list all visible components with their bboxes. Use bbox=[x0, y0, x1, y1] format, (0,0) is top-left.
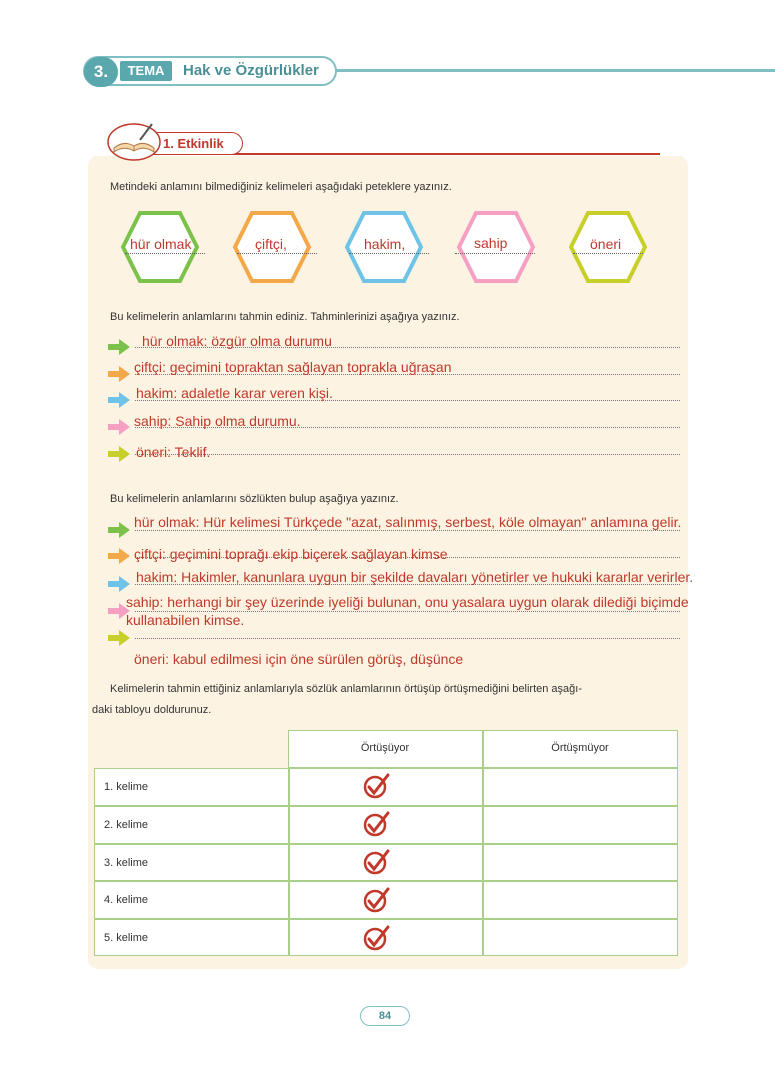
arrow-icon-blue bbox=[108, 576, 130, 592]
hex-dotline-5 bbox=[573, 253, 643, 254]
instruction-2: Bu kelimelerin anlamlarını tahmin ediniz. Tahminlerinizi aşağıya yazınız. bbox=[110, 311, 460, 323]
column-header-no-overlap: Örtüşmüyor bbox=[551, 742, 609, 754]
guess-text-2: çiftçi: geçimini topraktan sağlayan toprakla uğraşan bbox=[134, 359, 452, 375]
table-row-divider bbox=[94, 918, 678, 920]
definition-text-2: çiftçi: geçimini toprağı ekip biçerek sağlayan kimse bbox=[134, 546, 448, 562]
definition-text-4-continued: kullanabilen kimse. bbox=[126, 612, 245, 628]
check-mark-icon bbox=[362, 810, 390, 838]
check-mark-icon bbox=[362, 886, 390, 914]
arrow-icon-pink bbox=[108, 419, 130, 435]
instruction-4-continued: daki tabloyu doldurunuz. bbox=[92, 704, 212, 716]
arrow-icon-yellow bbox=[108, 446, 130, 462]
instruction-4: Kelimelerin tahmin ettiğiniz anlamlarıyla sözlük anlamlarının örtüşüp örtüşmediğini belirten aşağı- bbox=[110, 683, 583, 695]
guess-text-3: hakim: adaletle karar veren kişi. bbox=[136, 385, 333, 401]
column-header-overlap: Örtüşüyor bbox=[360, 742, 410, 754]
arrow-icon-orange bbox=[108, 548, 130, 564]
check-mark-icon bbox=[362, 848, 390, 876]
unit-title: Hak ve Özgürlükler bbox=[183, 62, 319, 79]
hex-word-3: hakim, bbox=[364, 236, 406, 252]
header-rule bbox=[330, 69, 775, 72]
guess-text-4: sahip: Sahip olma durumu. bbox=[134, 413, 301, 429]
page-number: 84 bbox=[378, 1010, 392, 1022]
activity-title: 1. Etkinlik bbox=[163, 136, 224, 151]
hex-dotline-2 bbox=[237, 253, 317, 254]
unit-number: 3. bbox=[84, 57, 118, 87]
hex-word-4: sahip bbox=[474, 235, 508, 251]
table-row-label: 1. kelime bbox=[104, 781, 149, 793]
hex-word-5: öneri bbox=[590, 236, 622, 252]
arrow-icon-yellow bbox=[108, 630, 130, 646]
hex-dotline-1 bbox=[125, 253, 205, 254]
guess-text-1: hür olmak: özgür olma durumu bbox=[142, 333, 332, 349]
table-row-label: 3. kelime bbox=[104, 857, 149, 869]
table-row-label: 5. kelime bbox=[104, 932, 149, 944]
definition-text-3: hakim: Hakimler, kanunlara uygun bir şekilde davaları yönetirler ve hukuki kararlar verirler. bbox=[136, 569, 694, 585]
guess-text-5: öneri: Teklif. bbox=[136, 444, 211, 460]
check-mark-icon bbox=[362, 772, 390, 800]
arrow-icon-orange bbox=[108, 366, 130, 382]
table-row-divider bbox=[94, 880, 678, 882]
definition-text-5: öneri: kabul edilmesi için öne sürülen görüş, düşünce bbox=[134, 651, 464, 667]
instruction-3: Bu kelimelerin anlamlarını sözlükten bulup aşağıya yazınız. bbox=[110, 493, 399, 505]
open-book-icon bbox=[104, 118, 164, 162]
definition-line-5 bbox=[135, 638, 680, 639]
table-row-label: 4. kelime bbox=[104, 894, 149, 906]
hex-word-2: çiftçi, bbox=[255, 236, 287, 252]
tema-label: TEMA bbox=[120, 61, 172, 81]
table-divider-col1 bbox=[288, 768, 290, 956]
arrow-icon-green bbox=[108, 522, 130, 538]
hex-word-1: hür olmak bbox=[130, 236, 192, 252]
arrow-icon-blue bbox=[108, 392, 130, 408]
definition-text-1: hür olmak: Hür kelimesi Türkçede "azat, salınmış, serbest, köle olmayan" anlamına gelir. bbox=[134, 514, 682, 530]
arrow-icon-green bbox=[108, 339, 130, 355]
hex-dotline-3 bbox=[349, 253, 429, 254]
guess-line-5 bbox=[135, 454, 680, 455]
hex-dotline-4 bbox=[455, 253, 535, 254]
table-row-divider bbox=[94, 843, 678, 845]
table-row-divider bbox=[94, 805, 678, 807]
instruction-1: Metindeki anlamını bilmediğiniz kelimeleri aşağıdaki peteklere yazınız. bbox=[110, 181, 452, 193]
table-row-label: 2. kelime bbox=[104, 819, 149, 831]
definition-text-4: sahip: herhangi bir şey üzerinde iyeliği bulunan, onu yasalara uygun olarak dilediği biçimde bbox=[126, 594, 689, 610]
check-mark-icon bbox=[362, 924, 390, 952]
